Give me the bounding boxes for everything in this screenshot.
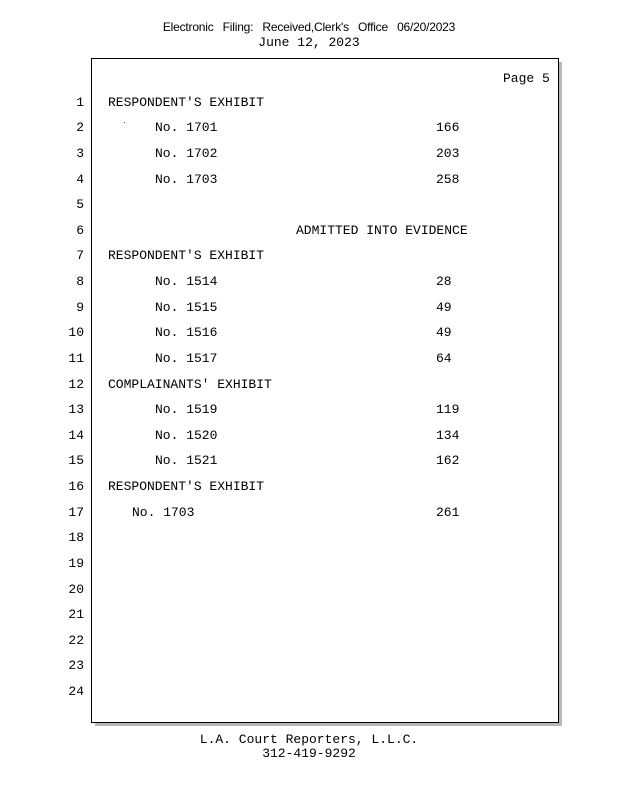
exhibit-page: 28 [436,274,452,289]
line-number: 1 [76,95,84,110]
page-number: Page 5 [503,71,550,86]
line-number: 20 [68,582,84,597]
exhibit-page: 203 [436,146,460,161]
line-number: 17 [68,505,84,520]
exhibit-entry: No. 1702 [155,146,218,161]
line-number: 5 [76,197,84,212]
electronic-filing-stamp: Electronic Filing: Received,Clerk's Office 06/20/2023 [162,20,456,34]
exhibit-page: 134 [436,428,460,443]
exhibit-heading: RESPONDENT'S EXHIBIT [108,95,265,110]
line-number: 15 [68,453,84,468]
line-number: 14 [68,428,84,443]
exhibit-entry: No. 1703 [132,505,195,520]
exhibit-page: 119 [436,402,460,417]
line-number: 6 [76,223,84,238]
stray-mark [124,122,125,123]
line-number: 10 [68,325,84,340]
line-number: 12 [68,377,84,392]
line-number: 13 [68,402,84,417]
exhibit-heading: RESPONDENT'S EXHIBIT [108,248,265,263]
exhibit-entry: No. 1520 [155,428,218,443]
line-number: 24 [68,684,84,699]
exhibit-heading: RESPONDENT'S EXHIBIT [108,479,265,494]
line-number: 3 [76,146,84,161]
exhibit-page: 166 [436,120,460,135]
exhibit-entry: No. 1514 [155,274,218,289]
exhibit-entry: No. 1519 [155,402,218,417]
exhibit-entry: No. 1515 [155,300,218,315]
exhibit-entry: No. 1701 [155,120,218,135]
line-number: 2 [76,120,84,135]
reporter-company: L.A. Court Reporters, L.L.C. [199,732,419,747]
reporter-phone: 312-419-9292 [262,746,356,761]
exhibit-entry: No. 1517 [155,351,218,366]
exhibit-page: 258 [436,172,460,187]
exhibit-page: 261 [436,505,460,520]
line-number: 9 [76,300,84,315]
line-number: 4 [76,172,84,187]
exhibit-page: 162 [436,453,460,468]
line-number: 22 [68,633,84,648]
line-number: 16 [68,479,84,494]
exhibit-heading: COMPLAINANTS' EXHIBIT [108,377,272,392]
exhibit-page: 49 [436,325,452,340]
exhibit-entry: No. 1516 [155,325,218,340]
line-number: 7 [76,248,84,263]
line-number: 21 [68,607,84,622]
section-heading: ADMITTED INTO EVIDENCE [296,223,468,238]
exhibit-page: 64 [436,351,452,366]
line-number: 18 [68,530,84,545]
line-number: 23 [68,658,84,673]
transcript-date: June 12, 2023 [258,35,360,50]
exhibit-entry: No. 1521 [155,453,218,468]
line-number: 8 [76,274,84,289]
exhibit-page: 49 [436,300,452,315]
line-number: 19 [68,556,84,571]
line-number: 11 [68,351,84,366]
exhibit-entry: No. 1703 [155,172,218,187]
